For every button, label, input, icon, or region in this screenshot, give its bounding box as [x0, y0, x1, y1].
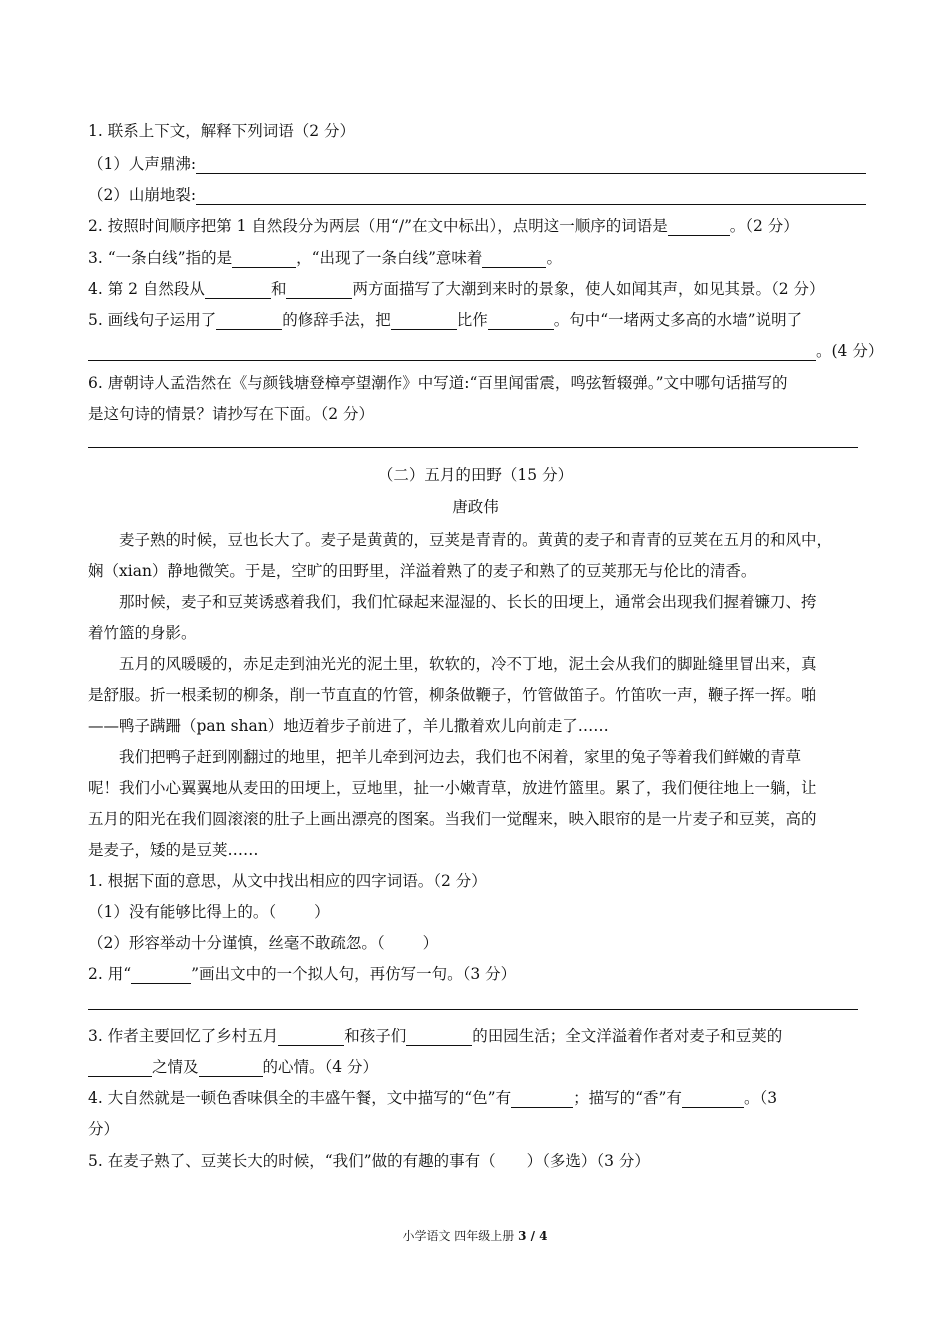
- answer-blank[interactable]: [278, 1030, 344, 1046]
- paragraph-line: 着竹篮的身影。: [88, 624, 197, 642]
- answer-blank[interactable]: [286, 283, 352, 299]
- answer-blank[interactable]: [668, 220, 730, 236]
- q2-4-cont: 分）: [88, 1120, 120, 1138]
- answer-blank[interactable]: [482, 252, 546, 268]
- q2-2: 2. 用“ ”画出文中的一个拟人句，再仿写一句。（3 分）: [88, 965, 517, 983]
- answer-blank[interactable]: [205, 283, 271, 299]
- paragraph-line: 是麦子，矮的是豆荚……: [88, 841, 259, 859]
- paragraph-line: 那时候，麦子和豆荚诱惑着我们，我们忙碌起来湿湿的、长长的田埂上，通常会出现我们握着镰刀、挎: [119, 593, 817, 611]
- answer-line[interactable]: [88, 1009, 858, 1010]
- q2-1-sub2: （2）形容举动十分谨慎，丝毫不敢疏忽。（ ）: [88, 934, 439, 952]
- answer-blank[interactable]: [406, 1030, 472, 1046]
- q1-4: 4. 第 2 自然段从 和 两方面描写了大潮到来时的景象，使人如闻其声，如见其景。（2 分）: [88, 280, 825, 298]
- answer-blank[interactable]: [216, 314, 282, 330]
- paragraph-line: 是舒服。折一根柔韧的柳条，削一节直直的竹管，柳条做鞭子，竹管做笛子。竹笛吹一声，鞭子挥一挥。啪: [88, 686, 817, 704]
- answer-blank[interactable]: [511, 1092, 573, 1108]
- passage-author: 唐政伟: [452, 498, 499, 516]
- q1-1: 1. 联系上下文，解释下列词语（2 分）: [88, 122, 356, 140]
- paragraph-line: 我们把鸭子赶到刚翻过的地里，把羊儿牵到河边去，我们也不闲着，家里的兔子等着我们鲜嫩的青草: [119, 748, 802, 766]
- answer-blank[interactable]: [682, 1092, 744, 1108]
- paragraph-line: 麦子熟的时候，豆也长大了。麦子是黄黄的，豆荚是青青的。黄黄的麦子和青青的豆荚在五月的和风中，: [119, 531, 833, 549]
- answer-blank[interactable]: [488, 314, 554, 330]
- paragraph-line: 呢！我们小心翼翼地从麦田的田埂上，豆地里，扯一小嫩青草，放进竹篮里。累了，我们便往地上一躺，让: [88, 779, 817, 797]
- q1-1-sub2: （2）山崩地裂:: [88, 185, 863, 205]
- paragraph-line: ——鸭子蹒跚（pan shan）地迈着步子前进了，羊儿撒着欢儿向前走了……: [88, 717, 609, 735]
- answer-blank[interactable]: [232, 252, 296, 268]
- answer-blank[interactable]: [391, 314, 457, 330]
- answer-blank[interactable]: [199, 1061, 263, 1077]
- paragraph-line: 五月的阳光在我们圆滚滚的肚子上画出漂亮的图案。当我们一觉醒来，映入眼帘的是一片麦子和豆荚，高的: [88, 810, 817, 828]
- page-footer: 小学语文 四年级上册 3 / 4: [402, 1229, 548, 1243]
- answer-line[interactable]: [88, 447, 858, 448]
- paragraph-line: 娴（xian）静地微笑。于是，空旷的田野里，洋溢着熟了的麦子和熟了的豆荚那无与伦比的清香。: [88, 562, 757, 580]
- passage-title: （二）五月的田野（15 分）: [377, 466, 574, 484]
- q1-3: 3. “一条白线”指的是 ，“出现了一条白线”意味着 。: [88, 249, 562, 267]
- q2-1-sub1: （1）没有能够比得上的。（ ）: [88, 903, 330, 921]
- answer-blank[interactable]: [88, 1061, 152, 1077]
- answer-blank[interactable]: [88, 345, 816, 361]
- q1-6-line2: 是这句诗的情景？请抄写在下面。（2 分）: [88, 405, 375, 423]
- q2-3: 3. 作者主要回忆了乡村五月 和孩子们 的田园生活；全文洋溢着作者对麦子和豆荚的: [88, 1027, 783, 1045]
- q1-6-line1: 6. 唐朝诗人孟浩然在《与颜钱塘登樟亭望潮作》中写道:“百里闻雷震，鸣弦暂辍弹。”文中哪句话描写的: [88, 374, 788, 392]
- q1-5-cont: 。(4 分）: [88, 341, 863, 361]
- q2-4: 4. 大自然就是一顿色香味俱全的丰盛午餐，文中描写的“色”有 ；描写的“香”有 。（3: [88, 1089, 778, 1107]
- q2-5: 5. 在麦子熟了、豆荚长大的时候，“我们”做的有趣的事有（ ）（多选）（3 分）: [88, 1152, 650, 1170]
- q2-1: 1. 根据下面的意思，从文中找出相应的四字词语。（2 分）: [88, 872, 487, 890]
- q1-1-sub1: （1）人声鼎沸:: [88, 154, 863, 174]
- q2-3-cont: 之情及 的心情。（4 分）: [88, 1057, 863, 1077]
- q1-5: 5. 画线句子运用了 的修辞手法，把 比作 。句中“一堵两丈多高的水墙”说明了: [88, 311, 803, 329]
- answer-blank[interactable]: [131, 968, 191, 984]
- answer-blank[interactable]: [196, 189, 866, 205]
- answer-blank[interactable]: [196, 158, 866, 174]
- paragraph-line: 五月的风暖暖的，赤足走到油光光的泥土里，软软的，冷不丁地，泥土会从我们的脚趾缝里冒出来，真: [119, 655, 817, 673]
- q1-2: 2. 按照时间顺序把第 1 自然段分为两层（用“/”在文中标出），点明这一顺序的词语是 。（2 分）: [88, 217, 799, 235]
